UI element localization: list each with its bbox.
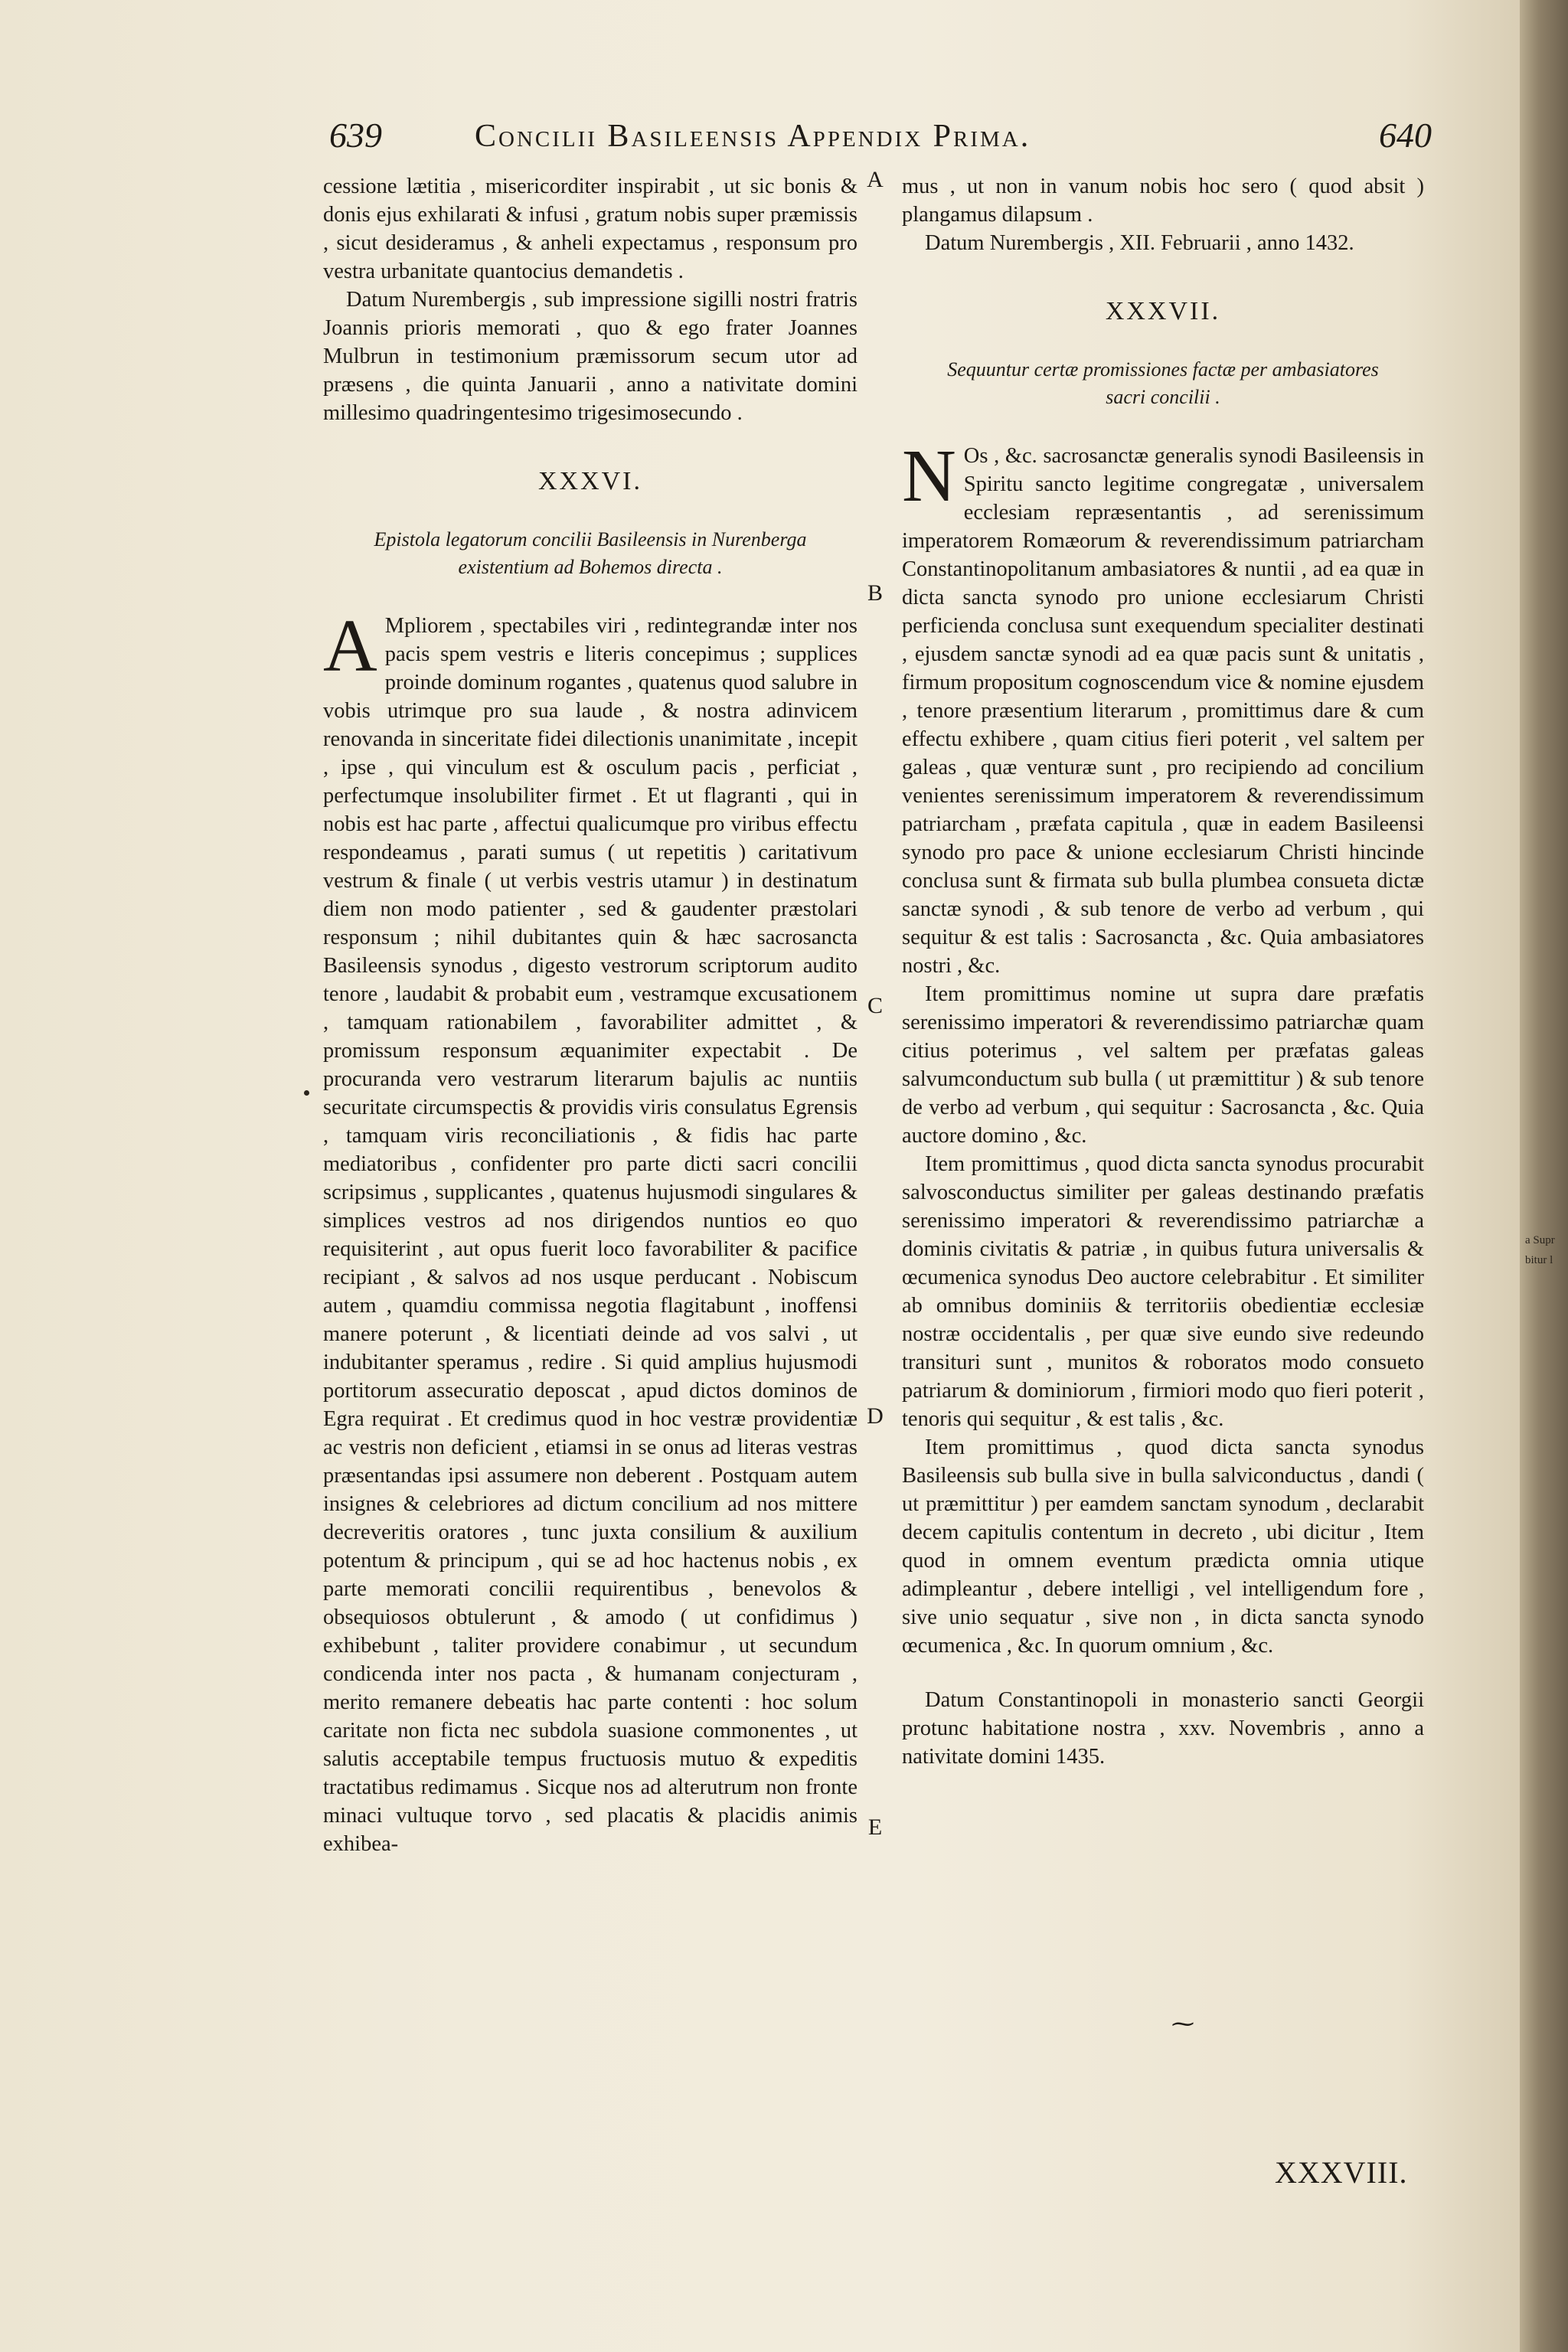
page-number-left: 639 [329, 116, 382, 155]
facing-page-edge [1520, 0, 1568, 2352]
margin-marker: E [867, 1815, 883, 1840]
dating-paragraph: Datum Nurembergis , sub impressione sigilli nostri fratris Joannis prioris memorati , quo & ego frater Joannes Mulbrun in testimonium præmissorum secum utor ad præsens , die quinta Januarii , anno a nativitate domini millesimo quadringentesimo trigesimosecundo . [323, 288, 858, 425]
letter-body [323, 605, 858, 1858]
promise-paragraph: Item promittimus , quod dicta sancta synodus Basileensis sub bulla sive in bulla salviconductus , dandi ( ut præmittitur ) per eamdem sanctam synodum , declarabit decem capitulis contentum in decreto , ubi dicitur , Item quod in omnem eventum prædicta omnia utique adimpleantur , debere intelligi , vel intelligendum fore , sive unio sequatur , sive non , in dicta sancta synodo œcumenica , &c. In quorum omnium , &c. [902, 1436, 1424, 1658]
left-column [323, 172, 858, 1858]
section-title: Epistola legatorum concilii Basileensis in Nurenberga existentium ad Bohemos directa . [374, 528, 807, 578]
letter-body-text: Mpliorem , spectabiles viri , redintegrandæ inter nos pacis spem vestris e literis concepimus ; supplices proinde dominum rogantes , quatenus quod salubre in vobis utrimque pro sua laude , & nostra adinvicem renovanda in sinceritate fidei dilectionis unanimitate , incepit , ipse , qui vinculum est & osculum pacis , perficiat , perfectumque insolubiliter firmet . Et ut flagranti , qui in nobis est hac parte , affectui qualicumque pro viribus effectu respondeamus , parati sumus ( ut repetitis ) caritativum vestrum & finale ( ut verbis vestris utamur ) in destinatum diem non modo patienter , sed & gaudenter præstolari responsum ; nihil dubitantes quin & hæc sacrosancta Basileensis synodus , digesto vestrorum scriptorum audito tenore , laudabit & probabit eum , vestramque excusationem , tamquam rationabilem , favorabiliter admittet , & promissum responsum æquanimiter expectabit . De procuranda vero vestrarum literarum bajulis ac nuntiis securitate circumspectis & providis viris consulatus Egrensis , tamquam viris reconciliationis , & fidis hac parte mediatoribus , confidenter pro parte dicti sacri concilii scripsimus , supplicantes , quatenus hujusmodi singulares & simplices vestros ad nos dirigendos nuntios eo quo requisiterint , aut opus fuerit loco favorabiliter & pacifice recipiant , & salvos ad nos usque perducant . Nobiscum autem , quamdiu commissa negotia flagitabunt , inoffensi manere poterunt , & licentiati deinde ad vos salvi , ut indubitanter speramus , redire . Si quid amplius hujusmodi portitorum assecuratio deposcat , apud dictos dominos de Egra requirat . Et credimus quod in hoc vestræ providentiæ ac vestris non deficient , etiamsi in se onus ad literas vestras præsentandas ipsi assumere non deberent . Postquam autem insignes & celebriores ad dictum concilium ad nos mittere decreveritis oratores , tunc juxta consilium & auxilium potentum & principum , qui se ad hoc hactenus nobis , ex parte memorati concilii requirentibus , benevolos & obsequiosos obtulerunt , & amodo ( ut confidimus ) exhibebunt , taliter providere conabimur , ut secundum condicenda inter nos pacta , & humanam conjecturam , merito remanere debeatis hac parte contenti : hoc solum caritate non ficta nec subdola suasione commonentes , ut salutis acceptabile tempus fructuosis mutuo & expeditis tractatibus redimamus . Sicque nos ad alterutrum non fronte minaci vultuque torvo , sed placatis & placidis animis exhibea- [323, 614, 858, 1856]
promise-paragraph: Item promittimus nomine ut supra dare præfatis serenissimo imperatori & reverendissimo patriarchæ quam citius poterimus , vel saltem per præfatas galeas salvumconductum sub bulla ( ut præmittitur ) & sub tenore de verbo ad verbum , qui sequitur : Sacrosancta , &c. Quia auctore domino , &c. [902, 982, 1424, 1148]
ink-dot [304, 1090, 309, 1096]
page-number-right: 640 [1379, 116, 1432, 155]
promise-paragraph [902, 435, 1424, 980]
section-number: XXXVI. [537, 467, 643, 495]
page-header [329, 115, 1432, 168]
catchword: XXXVIII. [1275, 2155, 1408, 2190]
drop-cap: A [323, 605, 377, 688]
margin-marker: C [867, 993, 883, 1018]
continuation-text: cessione lætitia , misericorditer inspirabit , ut sic bonis & donis ejus exhilarati & infusi , gratum nobis super præmissis , sicut desideramus , & anheli expectamus , responsum pro vestra urbanitate quantocius demandetis . [323, 175, 858, 283]
dating-paragraph: Datum Nurembergis , XII. Februarii , anno 1432. [925, 231, 1354, 255]
section-title: Sequuntur certæ promissiones factæ per ambasiatores sacri concilii . [947, 358, 1379, 408]
continuation-text: mus , ut non in vanum nobis hoc sero ( quod absit ) plangamus dilapsum . [902, 175, 1424, 227]
edge-note: a Supr [1525, 1234, 1555, 1246]
margin-marker: D [867, 1403, 884, 1429]
section-number: XXXVII. [1105, 297, 1221, 325]
margin-marker: A [867, 167, 884, 192]
promise-paragraph: Item promittimus , quod dicta sancta synodus procurabit salvosconductus similiter per galeas destinando præfatis serenissimo imperatori & reverendissimo patriarchæ a dominis civitatis & patriæ , in quibus futura universalis & œcumenica synodus Deo auctore celebrabitur . Et similiter ab omnibus dominiis & territoriis obedientiæ ecclesiæ nostræ occidentalis , per quæ sive eundo sive redeundo transituri sunt , munitos & roboratos modo consueto patriarum & dominiorum , firmiori modo quo fieri poterit , tenoris qui sequitur , & est talis , &c. [902, 1152, 1424, 1431]
drop-cap: N [902, 435, 956, 518]
running-title: Concilii Basileensis Appendix Prima. [475, 119, 1031, 154]
closing-dating: Datum Constantinopoli in monasterio sancti Georgii protunc habitatione nostra , xxv. Novembris , anno a nativitate domini 1435. [902, 1688, 1424, 1769]
edge-note: bitur l [1525, 1254, 1553, 1266]
ornament-mark: ⁓ [1171, 2011, 1194, 2037]
margin-marker: B [867, 580, 883, 606]
right-column [902, 172, 1424, 1771]
promise-text: Os , &c. sacrosanctæ generalis synodi Basileensis in Spiritu sancto legitime congregatæ , universalem ecclesiam repræsentantis , ad serenissimum imperatorem Romæorum & reverendissimum patriarcham Constantinopolitanum ambasiatores & nuntii , ad ea quæ in dicta sancta synodo pro unione ecclesiarum Christi perficienda conclusa sunt exequendum specialiter destinati , ejusdem sanctæ synodi ad ea quæ pacis sunt & unitatis , firmum propositum cognoscendum vice & nomine ejusdem , tenore præsentium literarum , promittimus dare & cum effectu exhibere , quam citius fieri poterit , vel saltem per galeas , quæ venturæ sunt , pro recipiendo ad concilium venientes serenissimum imperatorem & reverendissimum patriarcham , præfata capitula , quæ in eadem Basileensi synodo pro pace & unione ecclesiarum Christi hincinde conclusa sunt & firmata sub bulla plumbea consueta dictæ sanctæ synodi , & sub tenore de verbo ad verbum , qui sequitur & est talis : Sacrosancta , &c. Quia ambasiatores nostri , &c. [902, 444, 1424, 978]
